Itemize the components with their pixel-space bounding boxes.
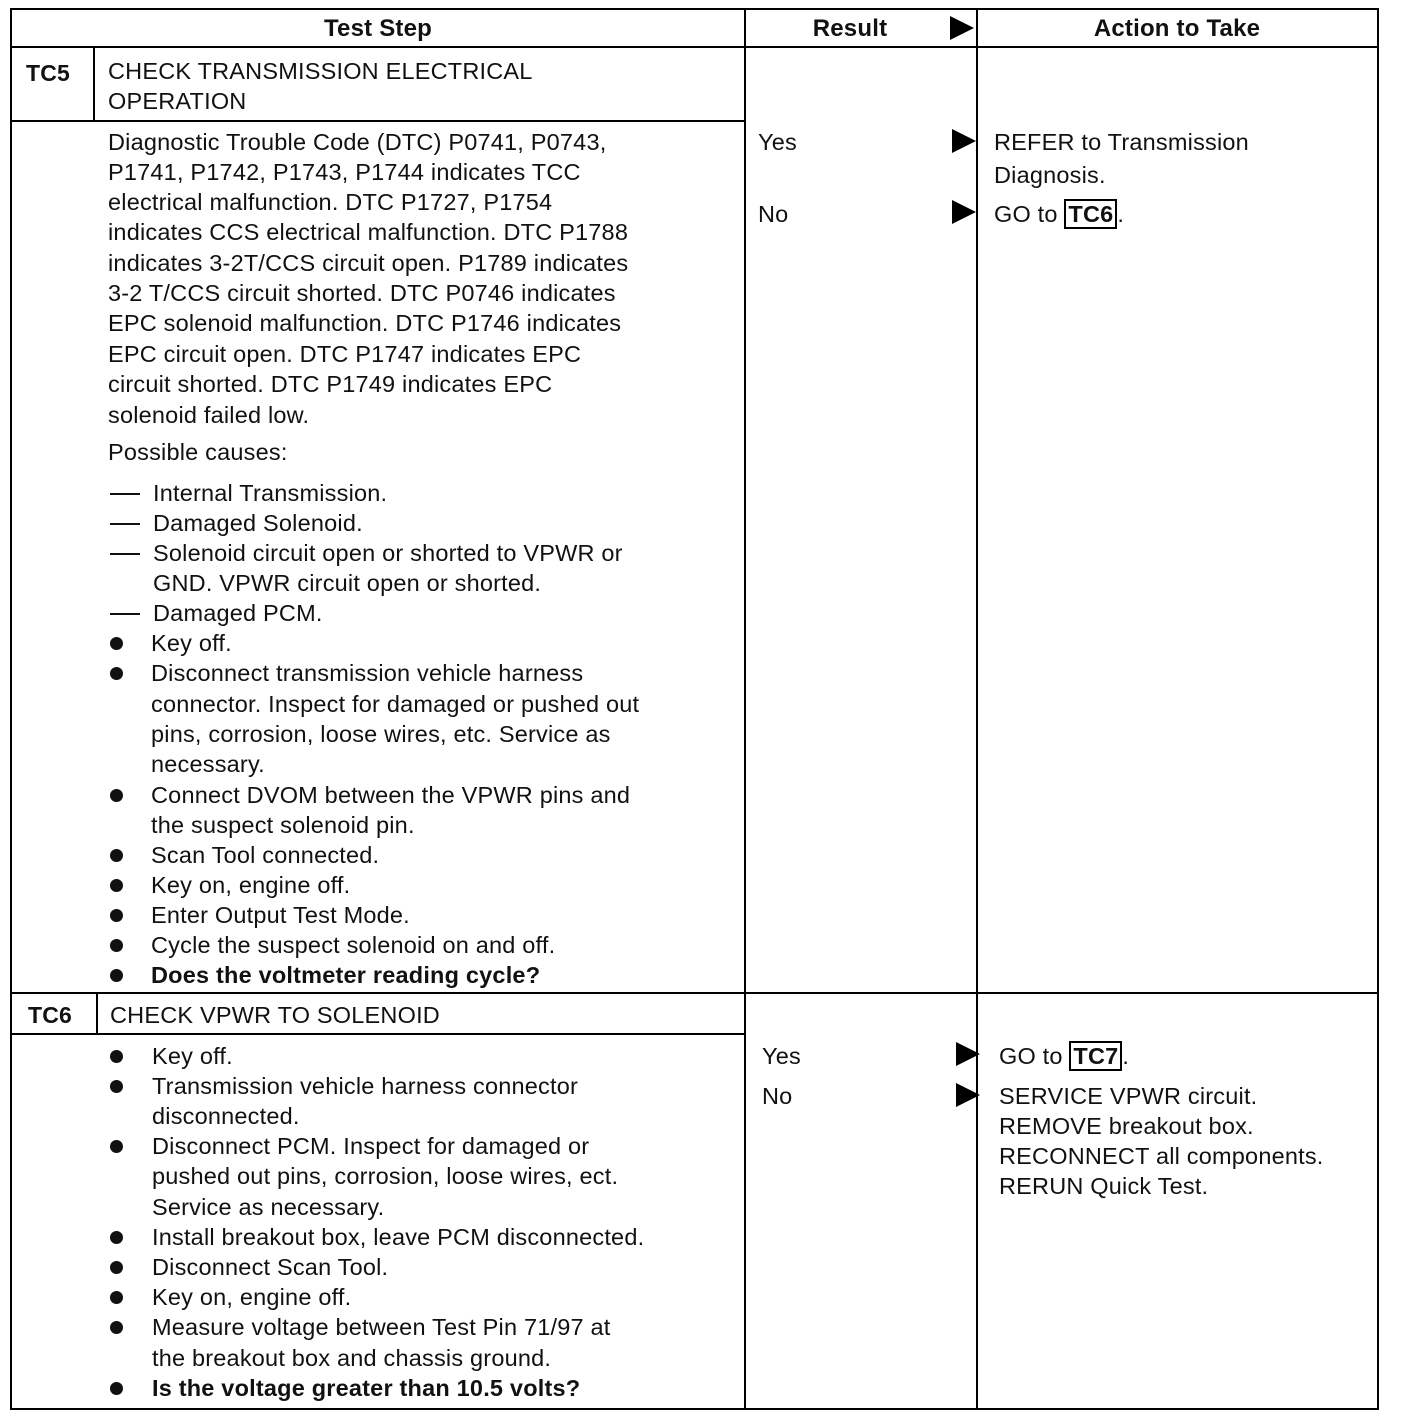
arrow-icon — [952, 200, 976, 224]
tc5-step: the suspect solenoid pin. — [151, 812, 415, 838]
tc5-cause: GND. VPWR circuit open or shorted. — [153, 570, 542, 596]
tc5-cause: Damaged PCM. — [153, 600, 323, 626]
bullet-icon — [110, 1321, 123, 1334]
tc5-question: Does the voltmeter reading cycle? — [151, 962, 541, 988]
bullet-icon — [110, 637, 123, 650]
header-action: Action to Take — [1093, 15, 1261, 42]
tc5-action-no: GO to TC6 . — [994, 201, 1125, 227]
tc5-cause: Damaged Solenoid. — [153, 510, 363, 536]
tc6-title: CHECK VPWR TO SOLENOID — [110, 1002, 440, 1028]
tc5-description-line: EPC solenoid malfunction. DTC P1746 indicates — [108, 310, 622, 336]
bullet-icon — [110, 1050, 123, 1063]
arrow-icon — [956, 1083, 980, 1107]
tc5-causes-heading: Possible causes: — [108, 439, 288, 465]
arrow-icon — [952, 129, 976, 153]
table-border-top — [10, 8, 1378, 10]
tc6-result-yes: Yes — [762, 1043, 801, 1069]
tc5-description-line: P1741, P1742, P1743, P1744 indicates TCC — [108, 159, 581, 185]
tc7-reference-link[interactable]: TC7 — [1069, 1041, 1122, 1071]
tc5-result-no: No — [758, 201, 789, 227]
tc5-result-yes: Yes — [758, 129, 797, 155]
tc6-question: Is the voltage greater than 10.5 volts? — [152, 1375, 581, 1401]
tc6-step: pushed out pins, corrosion, loose wires, ect. — [152, 1163, 619, 1189]
bullet-icon — [110, 969, 123, 982]
bullet-icon — [110, 1080, 123, 1093]
column-divider-step-result — [744, 8, 746, 1410]
tc6-id: TC6 — [28, 1002, 73, 1028]
tc5-title-underline — [10, 120, 746, 122]
tc5-step: Key on, engine off. — [151, 872, 351, 898]
bullet-icon — [110, 879, 123, 892]
tc5-description-line: indicates CCS electrical malfunction. DTC P1788 — [108, 219, 629, 245]
arrow-icon — [956, 1042, 980, 1066]
tc5-description-line: electrical malfunction. DTC P1727, P1754 — [108, 189, 553, 215]
tc6-result-no: No — [762, 1083, 793, 1109]
tc5-title-line: OPERATION — [108, 88, 247, 114]
tc6-title-underline — [10, 1033, 746, 1035]
cause-dash-icon — [110, 613, 140, 615]
header-divider — [10, 46, 1378, 48]
tc6-step: Transmission vehicle harness connector — [152, 1073, 578, 1099]
tc6-step: the breakout box and chassis ground. — [152, 1345, 552, 1371]
header-result: Result — [812, 15, 888, 42]
cause-dash-icon — [110, 553, 140, 555]
tc5-description-line: circuit shorted. DTC P1749 indicates EPC — [108, 371, 553, 397]
tc5-description-line: Diagnostic Trouble Code (DTC) P0741, P0743, — [108, 129, 607, 155]
header-test-step: Test Step — [323, 15, 433, 42]
cause-dash-icon — [110, 523, 140, 525]
tc5-description-line: 3-2 T/CCS circuit shorted. DTC P0746 indicates — [108, 280, 616, 306]
tc5-id-divider — [93, 48, 95, 120]
cause-dash-icon — [110, 493, 140, 495]
tc6-step: Disconnect Scan Tool. — [152, 1254, 389, 1280]
tc5-step: pins, corrosion, loose wires, etc. Service as — [151, 721, 611, 747]
tc5-description-line: solenoid failed low. — [108, 402, 310, 428]
tc5-action-yes: REFER to Transmission — [994, 129, 1249, 155]
tc6-action-no: RERUN Quick Test. — [999, 1173, 1209, 1199]
bullet-icon — [110, 1261, 123, 1274]
bullet-icon — [110, 1291, 123, 1304]
tc6-step: Measure voltage between Test Pin 71/97 at — [152, 1314, 611, 1340]
tc5-description-line: indicates 3-2T/CCS circuit open. P1789 indicates — [108, 250, 629, 276]
table-border-bottom — [10, 1408, 1379, 1410]
tc5-step: Enter Output Test Mode. — [151, 902, 410, 928]
tc5-step: Scan Tool connected. — [151, 842, 380, 868]
tc6-action-no: RECONNECT all components. — [999, 1143, 1324, 1169]
bullet-icon — [110, 1140, 123, 1153]
tc6-action-no: REMOVE breakout box. — [999, 1113, 1254, 1139]
bullet-icon — [110, 789, 123, 802]
tc5-step: necessary. — [151, 751, 265, 777]
bullet-icon — [110, 667, 123, 680]
tc6-step: Key on, engine off. — [152, 1284, 352, 1310]
tc6-id-divider — [96, 994, 98, 1034]
tc5-step: connector. Inspect for damaged or pushed out — [151, 691, 640, 717]
tc5-cause: Solenoid circuit open or shorted to VPWR or — [153, 540, 623, 566]
tc5-cause: Internal Transmission. — [153, 480, 388, 506]
tc5-step: Key off. — [151, 630, 232, 656]
bullet-icon — [110, 939, 123, 952]
tc6-action-yes: GO to TC7 . — [999, 1043, 1130, 1069]
bullet-icon — [110, 849, 123, 862]
tc5-description-line: EPC circuit open. DTC P1747 indicates EPC — [108, 341, 582, 367]
column-divider-result-action — [976, 8, 978, 1410]
tc6-step: Disconnect PCM. Inspect for damaged or — [152, 1133, 590, 1159]
tc5-step: Disconnect transmission vehicle harness — [151, 660, 584, 686]
header-arrow-icon — [950, 16, 974, 40]
bullet-icon — [110, 1231, 123, 1244]
tc6-step: disconnected. — [152, 1103, 300, 1129]
tc5-action-yes: Diagnosis. — [994, 162, 1106, 188]
table-border-left — [10, 8, 12, 1410]
tc6-step: Install breakout box, leave PCM disconnected. — [152, 1224, 645, 1250]
tc6-action-no: SERVICE VPWR circuit. — [999, 1083, 1258, 1109]
bullet-icon — [110, 909, 123, 922]
tc6-step: Service as necessary. — [152, 1194, 385, 1220]
tc6-reference-link[interactable]: TC6 — [1064, 199, 1117, 229]
bullet-icon — [110, 1382, 123, 1395]
tc6-step: Key off. — [152, 1043, 233, 1069]
tc5-step: Cycle the suspect solenoid on and off. — [151, 932, 556, 958]
tc5-id: TC5 — [26, 60, 71, 86]
row-divider-tc6 — [10, 992, 1379, 994]
tc5-step: Connect DVOM between the VPWR pins and — [151, 782, 631, 808]
table-border-right — [1377, 8, 1379, 1410]
tc5-title-line: CHECK TRANSMISSION ELECTRICAL — [108, 58, 533, 84]
